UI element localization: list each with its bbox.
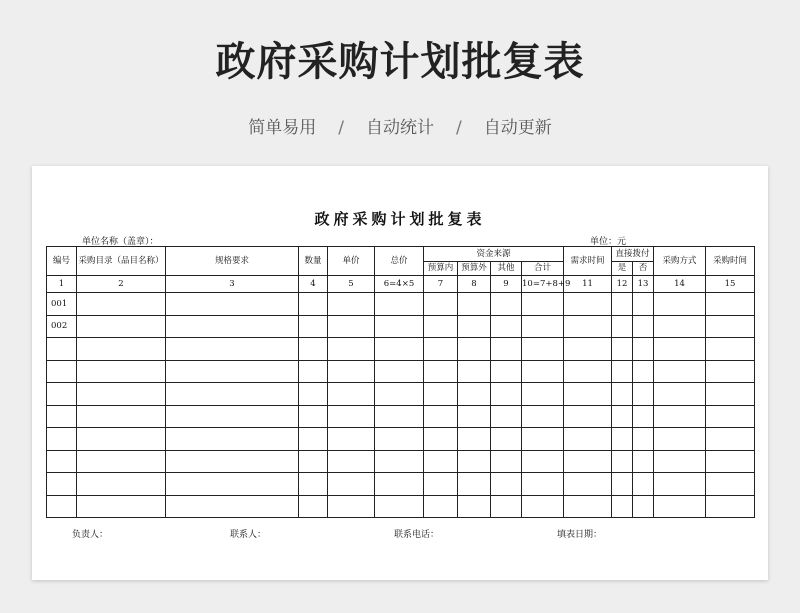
table-row [47, 473, 755, 496]
table-row [47, 428, 755, 451]
header-yes: 是 [612, 261, 633, 276]
table-cell[interactable] [522, 338, 564, 361]
table-cell[interactable] [375, 338, 424, 361]
table-cell[interactable] [491, 360, 522, 383]
table-cell[interactable] [166, 450, 299, 473]
table-row [47, 450, 755, 473]
table-row [47, 338, 755, 361]
table-cell[interactable] [654, 450, 706, 473]
table-cell[interactable] [564, 360, 612, 383]
table-row [47, 495, 755, 518]
table-cell[interactable] [612, 405, 633, 428]
table-row [47, 383, 755, 406]
table-cell[interactable] [522, 450, 564, 473]
table-cell[interactable] [491, 473, 522, 496]
table-cell[interactable] [491, 450, 522, 473]
table-cell[interactable] [491, 495, 522, 518]
table-cell[interactable] [633, 495, 654, 518]
table-cell[interactable] [654, 338, 706, 361]
document-title: 政府采购计划批复表 [314, 210, 486, 228]
table-cell[interactable] [564, 428, 612, 451]
row-number-cell[interactable] [47, 405, 77, 428]
tagline-auto-update: 自动更新 [483, 118, 552, 138]
table-cell[interactable] [299, 405, 328, 428]
index-cell: 12 [612, 276, 633, 293]
table-cell[interactable] [328, 428, 375, 451]
table-cell[interactable] [458, 315, 491, 338]
table-cell[interactable] [375, 293, 424, 316]
header-subtotal: 合计 [522, 261, 564, 276]
table-cell[interactable] [299, 450, 328, 473]
table-cell[interactable] [612, 293, 633, 316]
tagline-auto-stat: 自动统计 [366, 118, 434, 138]
table-cell[interactable] [375, 315, 424, 338]
table-cell[interactable] [564, 450, 612, 473]
table-cell[interactable] [424, 293, 458, 316]
tagline-separator: / [338, 118, 344, 138]
header-unit-price: 单价 [328, 247, 375, 276]
table-cell[interactable] [706, 450, 755, 473]
table-row [47, 293, 755, 316]
table-cell[interactable] [612, 383, 633, 406]
table-cell[interactable] [166, 405, 299, 428]
footer-phone: 联系电话： [394, 530, 440, 540]
table-cell[interactable] [375, 383, 424, 406]
table-cell[interactable] [375, 405, 424, 428]
table-cell[interactable] [612, 338, 633, 361]
index-cell: 11 [564, 276, 612, 293]
table-cell[interactable] [706, 360, 755, 383]
table-cell[interactable] [491, 293, 522, 316]
table-cell[interactable] [458, 360, 491, 383]
table-cell[interactable] [633, 383, 654, 406]
table-cell[interactable] [424, 405, 458, 428]
table-cell[interactable] [706, 338, 755, 361]
table-cell[interactable] [654, 293, 706, 316]
row-number-cell[interactable] [47, 450, 77, 473]
table-cell[interactable] [612, 360, 633, 383]
table-cell[interactable] [328, 315, 375, 338]
table-cell[interactable] [458, 473, 491, 496]
index-cell: 7 [424, 276, 458, 293]
table-cell[interactable] [166, 315, 299, 338]
table-cell[interactable] [706, 473, 755, 496]
tagline-separator: / [456, 118, 462, 138]
table-cell[interactable] [299, 315, 328, 338]
table-cell[interactable] [424, 428, 458, 451]
table-cell[interactable] [328, 450, 375, 473]
table-cell[interactable] [328, 293, 375, 316]
header-method: 采购方式 [654, 247, 706, 276]
table-cell[interactable] [564, 495, 612, 518]
column-index-row [47, 276, 755, 293]
table-cell[interactable] [166, 495, 299, 518]
header-catalog: 采购目录（品目名称） [77, 247, 166, 276]
table-cell[interactable] [522, 495, 564, 518]
index-cell: 15 [706, 276, 755, 293]
index-cell: 3 [166, 276, 299, 293]
row-number-cell[interactable] [47, 495, 77, 518]
header-spec: 规格要求 [166, 247, 299, 276]
table-cell[interactable] [491, 315, 522, 338]
table-cell[interactable] [633, 428, 654, 451]
table-cell[interactable] [564, 293, 612, 316]
header-direct-pay: 直接拨付 [612, 247, 654, 262]
hero-title: 政府采购计划批复表 [215, 39, 585, 85]
table-body [47, 293, 755, 518]
table-cell[interactable] [424, 360, 458, 383]
table-cell[interactable] [77, 315, 166, 338]
table-cell[interactable] [375, 450, 424, 473]
index-cell: 9 [491, 276, 522, 293]
unit-name-label: 单位名称（盖章）： [82, 237, 159, 247]
table-cell[interactable] [458, 405, 491, 428]
header-number: 编号 [47, 247, 77, 276]
table-cell[interactable] [564, 473, 612, 496]
table-cell[interactable] [77, 495, 166, 518]
index-cell: 14 [654, 276, 706, 293]
table-cell[interactable] [522, 293, 564, 316]
table-cell[interactable] [299, 495, 328, 518]
table-cell[interactable] [299, 473, 328, 496]
table-cell[interactable] [491, 428, 522, 451]
table-cell[interactable] [522, 315, 564, 338]
header-other: 其他 [491, 261, 522, 276]
table-cell[interactable] [654, 405, 706, 428]
table-cell[interactable] [633, 405, 654, 428]
document-sheet [32, 166, 768, 580]
index-cell: 1 [47, 276, 77, 293]
table-cell[interactable] [166, 473, 299, 496]
row-number-cell[interactable] [47, 360, 77, 383]
table-cell[interactable] [654, 315, 706, 338]
header-budget-out: 预算外 [458, 261, 491, 276]
table-cell[interactable] [77, 405, 166, 428]
table-cell[interactable] [654, 383, 706, 406]
table-cell[interactable] [77, 473, 166, 496]
table-cell[interactable] [424, 450, 458, 473]
table-cell[interactable] [633, 315, 654, 338]
table-cell[interactable] [633, 360, 654, 383]
table-cell[interactable] [491, 338, 522, 361]
table-cell[interactable] [522, 360, 564, 383]
footer-contact: 联系人： [230, 530, 267, 540]
table-row [47, 405, 755, 428]
table-cell[interactable] [706, 495, 755, 518]
table-cell[interactable] [458, 428, 491, 451]
footer-responsible: 负责人： [72, 530, 109, 540]
table-cell[interactable] [77, 360, 166, 383]
header-budget-in: 预算内 [424, 261, 458, 276]
table-cell[interactable] [522, 383, 564, 406]
row-number-cell[interactable]: 001 [47, 293, 77, 316]
table-cell[interactable] [612, 473, 633, 496]
table-cell[interactable] [706, 383, 755, 406]
table-cell[interactable] [491, 383, 522, 406]
table-cell[interactable] [654, 473, 706, 496]
table-cell[interactable] [522, 428, 564, 451]
table-cell[interactable] [77, 293, 166, 316]
table-cell[interactable] [77, 338, 166, 361]
index-cell: 2 [77, 276, 166, 293]
table-cell[interactable] [458, 338, 491, 361]
table-cell[interactable] [299, 428, 328, 451]
header-fund-source: 资金来源 [424, 247, 564, 262]
table-cell[interactable] [328, 338, 375, 361]
approval-table [46, 246, 755, 518]
table-cell[interactable] [458, 293, 491, 316]
header-no: 否 [633, 261, 654, 276]
table-cell[interactable] [375, 428, 424, 451]
table-cell[interactable] [654, 495, 706, 518]
table-cell[interactable] [424, 473, 458, 496]
table-cell[interactable] [375, 473, 424, 496]
table-cell[interactable] [633, 293, 654, 316]
table-cell[interactable] [522, 405, 564, 428]
table-cell[interactable] [564, 405, 612, 428]
table-cell[interactable] [424, 383, 458, 406]
table-cell[interactable] [299, 293, 328, 316]
index-cell: 4 [299, 276, 328, 293]
tagline [0, 113, 800, 138]
table-cell[interactable] [654, 428, 706, 451]
table-cell[interactable] [299, 383, 328, 406]
table-cell[interactable] [424, 338, 458, 361]
table-cell[interactable] [375, 360, 424, 383]
table-cell[interactable] [706, 428, 755, 451]
row-number-cell[interactable] [47, 473, 77, 496]
table-cell[interactable] [77, 383, 166, 406]
table-cell[interactable] [654, 360, 706, 383]
table-cell[interactable] [706, 405, 755, 428]
index-cell: 8 [458, 276, 491, 293]
table-cell[interactable] [633, 338, 654, 361]
index-cell: 13 [633, 276, 654, 293]
table-cell[interactable] [612, 495, 633, 518]
index-cell: 6=4×5 [375, 276, 424, 293]
table-cell[interactable] [166, 360, 299, 383]
table-cell[interactable] [328, 405, 375, 428]
table-cell[interactable] [328, 473, 375, 496]
table-cell[interactable] [633, 473, 654, 496]
table-cell[interactable] [564, 338, 612, 361]
table-cell[interactable] [328, 360, 375, 383]
table-cell[interactable] [612, 450, 633, 473]
table-cell[interactable] [458, 383, 491, 406]
table-cell[interactable] [612, 315, 633, 338]
table-cell[interactable] [375, 495, 424, 518]
header-total-price: 总价 [375, 247, 424, 276]
table-cell[interactable] [564, 315, 612, 338]
table-cell[interactable] [299, 338, 328, 361]
table-cell[interactable] [458, 495, 491, 518]
table-cell[interactable] [633, 450, 654, 473]
table-cell[interactable] [166, 293, 299, 316]
table-cell[interactable] [612, 428, 633, 451]
table-row [47, 315, 755, 338]
table-cell[interactable] [328, 495, 375, 518]
header-demand-time: 需求时间 [564, 247, 612, 276]
table-cell[interactable] [564, 383, 612, 406]
table-cell[interactable] [166, 428, 299, 451]
row-number-cell[interactable] [47, 338, 77, 361]
table-cell[interactable] [706, 315, 755, 338]
index-cell: 5 [328, 276, 375, 293]
row-number-cell[interactable] [47, 383, 77, 406]
table-cell[interactable] [299, 360, 328, 383]
table-cell[interactable] [328, 383, 375, 406]
table-cell[interactable] [522, 473, 564, 496]
table-cell[interactable] [706, 293, 755, 316]
row-number-cell[interactable]: 002 [47, 315, 77, 338]
currency-unit-label: 单位：元 [590, 237, 627, 247]
row-number-cell[interactable] [47, 428, 77, 451]
footer-date: 填表日期： [557, 530, 603, 540]
table-cell[interactable] [424, 315, 458, 338]
table-cell[interactable] [458, 450, 491, 473]
tagline-easy: 简单易用 [248, 118, 317, 138]
header-quantity: 数量 [299, 247, 328, 276]
table-cell[interactable] [491, 405, 522, 428]
table-cell[interactable] [166, 383, 299, 406]
header-purchase-time: 采购时间 [706, 247, 755, 276]
table-cell[interactable] [424, 495, 458, 518]
table-row [47, 360, 755, 383]
table-cell[interactable] [77, 428, 166, 451]
index-cell: 10=7+8+9 [522, 276, 564, 293]
table-cell[interactable] [166, 338, 299, 361]
table-cell[interactable] [77, 450, 166, 473]
